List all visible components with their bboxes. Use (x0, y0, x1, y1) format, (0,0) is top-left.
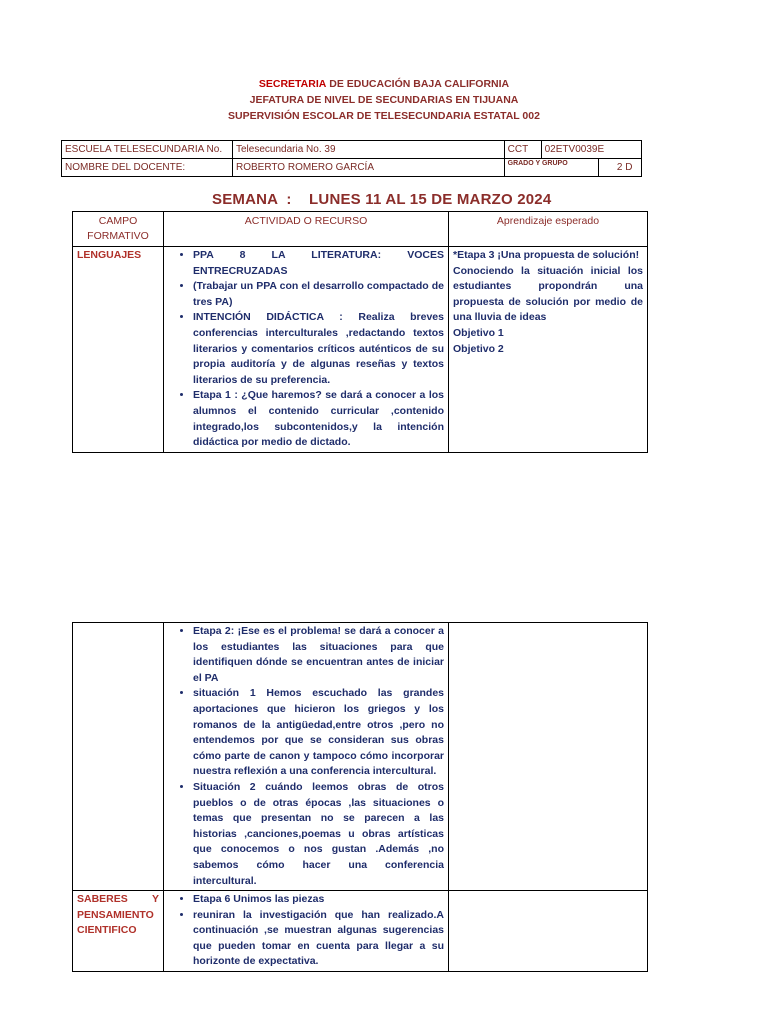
header-line-1-rest: DE EDUCACIÓN BAJA CALIFORNIA (326, 78, 510, 90)
campo-empty (73, 623, 164, 891)
aprendizaje-line: *Etapa 3 ¡Una propuesta de solución! (453, 249, 640, 261)
cct-label: CCT (504, 141, 541, 159)
aprendizaje-cell (449, 623, 648, 891)
actividad-item: • situación 1 Hemos escuchado las grandes aportaciones que hicieron los griegos y los romanos de la antigüedad,entre otros ,pero no entendemos por que se consideran sus obras cómo parte de canon y tampoco cómo incorporar nuestra reflexión a una conferencia intercultural. (193, 686, 444, 780)
plan-table-1 (72, 211, 648, 453)
actividad-cell (164, 623, 449, 891)
actividad-item: • (Trabajar un PPA con el desarrollo compactado de tres PA) (193, 279, 444, 310)
header-secretaria: SECRETARIA (258, 78, 327, 90)
escuela-label: ESCUELA TELESECUNDARIA No. (62, 141, 233, 159)
actividad-cell (164, 891, 449, 972)
docente-value: ROBERTO ROMERO GARCÍA (233, 159, 505, 177)
grado-label: GRADO Y GRUPO (504, 159, 598, 177)
actividad-cell (164, 247, 449, 453)
campo-lenguajes: LENGUAJES (73, 247, 164, 453)
actividad-item: • Etapa 6 Unimos las piezas (193, 892, 444, 908)
aprendizaje-line: Objetivo 2 (453, 342, 504, 355)
campo-saberes: SABERES Y PENSAMIENTO CIENTIFICO (73, 891, 164, 972)
escuela-value: Telesecundaria No. 39 (233, 141, 505, 159)
actividad-item: • Etapa 1 : ¿Que haremos? se dará a conocer a los alumnos el contenido curricular ,contenido integrado,los subcontenidos,y la intención didáctica por medio de dictado. (193, 388, 444, 450)
header-actividad: ACTIVIDAD O RECURSO (164, 212, 449, 247)
cct-value: 02ETV0039E (541, 141, 641, 159)
school-info-table (61, 140, 642, 177)
aprendizaje-cell (449, 247, 648, 453)
week-title: SEMANA : LUNES 11 AL 15 DE MARZO 2024 (212, 191, 552, 208)
aprendizaje-line: Conociendo la situación inicial los estudiantes propondrán una propuesta de solución por medio de una lluvia de ideas (453, 264, 643, 324)
actividad-item: • PPA 8 LA LITERATURA: VOCES ENTRECRUZADAS (193, 248, 444, 279)
plan-table-2 (72, 622, 648, 972)
actividad-item: • Situación 2 cuándo leemos obras de otros pueblos o de otras épocas ,las situaciones o temas que presentan no se parecen a las historias ,canciones,poemas u obras artísticas que conocemos o nos gustan .Además ,no sabemos cómo hacer una conferencia intercultural. (193, 780, 444, 889)
header-line-2: JEFATURA DE NIVEL DE SECUNDARIAS EN TIJUANA (249, 94, 519, 106)
actividad-item: • Etapa 2: ¡Ese es el problema! se dará a conocer a los estudiantes las situaciones para que identifiquen dónde se encuentran antes de iniciar el PA (193, 624, 444, 686)
actividad-item: • INTENCIÓN DIDÁCTICA : Realiza breves conferencias interculturales ,redactando textos literarios y comentarios críticos auténticos de su propia auditoría y de algunas reseñas y textos literarios de su preferencia. (193, 310, 444, 388)
header-line-3: SUPERVISIÓN ESCOLAR DE TELESECUNDARIA ESTATAL 002 (228, 110, 540, 122)
aprendizaje-cell (449, 891, 648, 972)
docente-label: NOMBRE DEL DOCENTE: (62, 159, 233, 177)
header-line-1 (0, 78, 768, 90)
header-aprendizaje: Aprendizaje esperado (449, 212, 648, 247)
header-campo: CAMPO FORMATIVO (73, 212, 164, 247)
actividad-item: • reuniran la investigación que han realizado.A continuación ,se muestran algunas sugerencias que pueden tomar en cuenta para llegar a su horizonte de expectativa. (193, 908, 444, 970)
aprendizaje-line: Objetivo 1 (453, 326, 504, 339)
grado-value: 2 D (598, 159, 641, 177)
